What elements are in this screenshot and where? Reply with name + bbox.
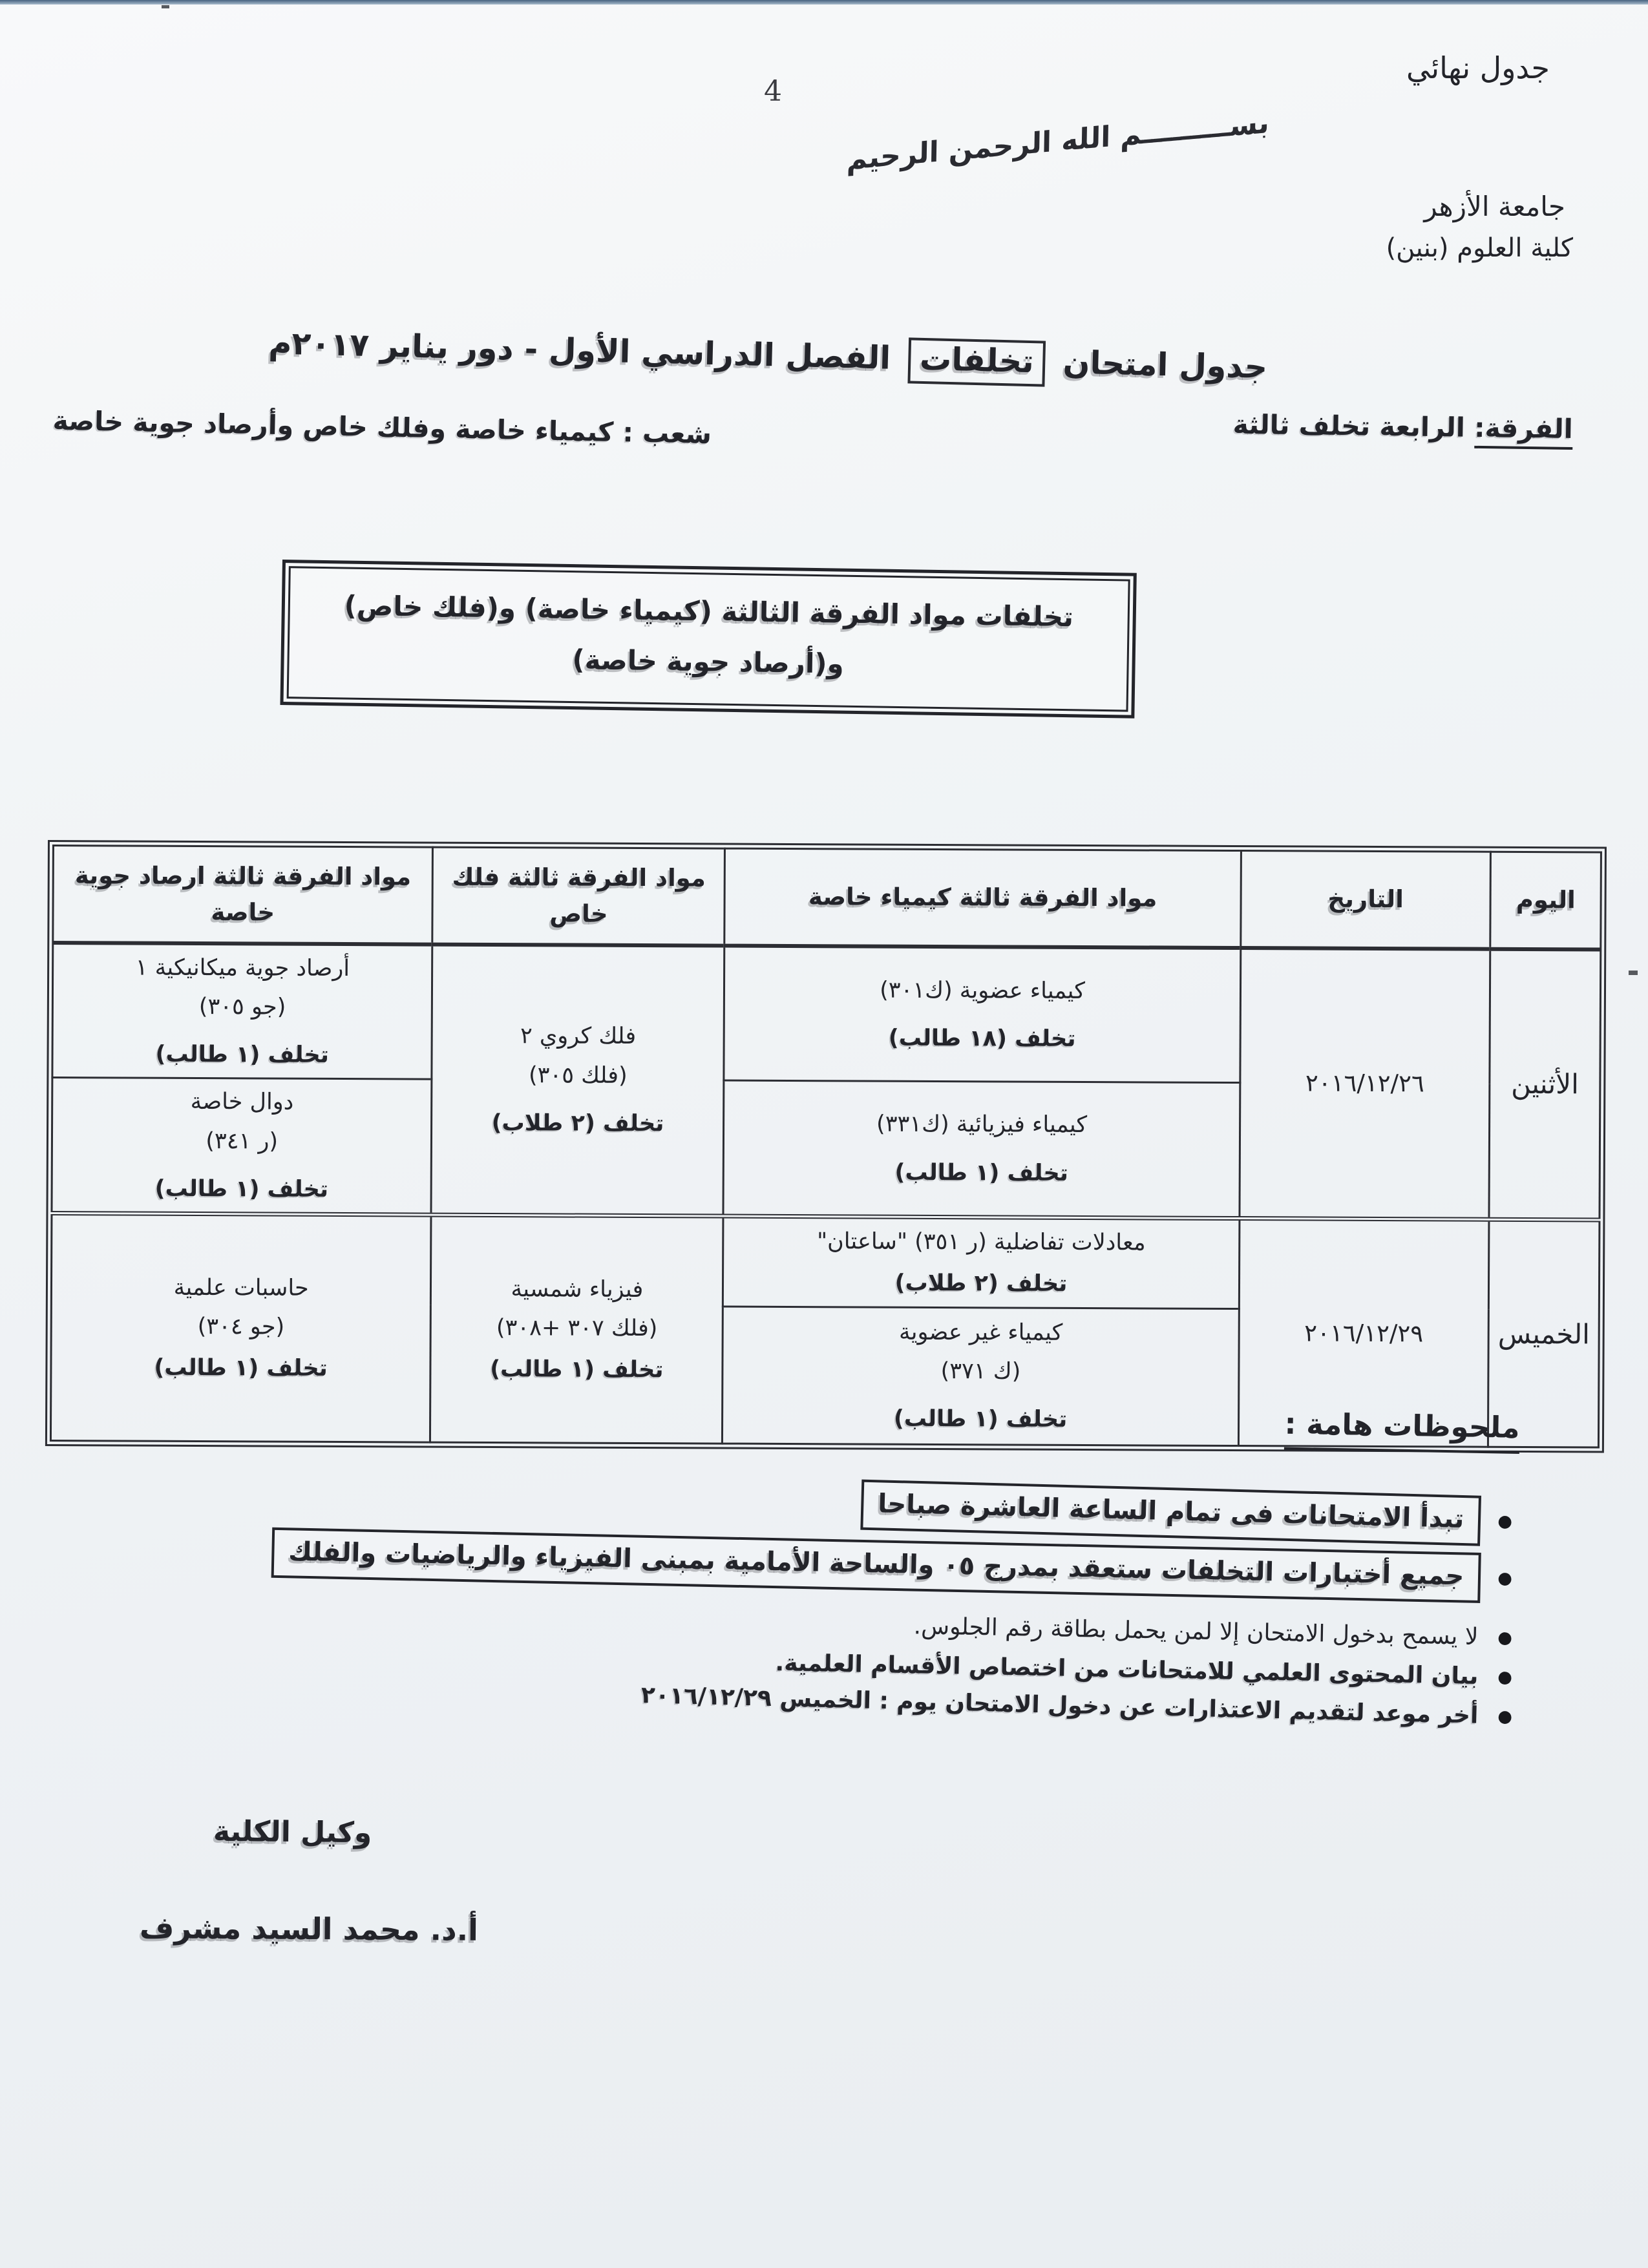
course-cell (50, 1213, 431, 1442)
subtitle-box-text: تخلفات مواد الفرقة الثالثة (كيمياء خاصة) و(فلك خاص) و(أرصاد جوية خاصة) (287, 566, 1130, 712)
retake-count: تخلف (١ طالب) (490, 1356, 664, 1383)
course-code: (ك ٣٧١) (940, 1358, 1021, 1385)
university-name: جامعة الأزهر (1424, 191, 1565, 222)
title-pre: جدول امتحان (1062, 344, 1268, 386)
course-name: دوال خاصة (190, 1089, 294, 1115)
bullet-icon: ● (1497, 1706, 1513, 1727)
retake-count: تخلف (١ طالب) (894, 1159, 1069, 1186)
bismillah-calligraphy: بســـــــــم الله الرحمن الرحيم (846, 106, 1270, 177)
notes-list (39, 1489, 1513, 1734)
col-header-meteorology: مواد الفرقة ثالثة ارصاد جوية خاصة (53, 846, 433, 945)
retake-count: تخلف (١٨ طالب) (888, 1025, 1076, 1052)
retake-count: تخلف (٢ طلاب) (491, 1109, 664, 1137)
course-name: كيمياء فيزيائية (ك٣٣١) (876, 1111, 1088, 1139)
col-header-chemistry: مواد الفرقة ثالثة كيمياء خاصة (724, 848, 1241, 947)
col-header-date: التاريخ (1240, 851, 1490, 949)
course-code: (جو ٣٠٤) (197, 1314, 285, 1340)
note-text-boxed: جميع أختبارات التخلفات ستعقد بمدرج ٠٥ والساحة الأمامية بمبنى الفيزياء والرياضيات والفلك (271, 1528, 1481, 1603)
notes-heading: ملحوظات هامة : (1284, 1407, 1520, 1454)
exam-schedule-title (268, 322, 1268, 392)
exam-table-frame (45, 840, 1607, 1453)
subtitle-box (280, 560, 1136, 719)
scan-speck (1629, 971, 1638, 975)
retake-count: تخلف (١ طالب) (155, 1041, 330, 1068)
course-name: كيمياء عضوية (ك٣٠١) (880, 977, 1085, 1004)
exam-table (50, 845, 1602, 1448)
col-header-astronomy: مواد الفرقة ثالثة فلك خاص (432, 847, 725, 945)
day-cell: الخميس (1488, 1219, 1600, 1447)
scan-edge-artifact (0, 0, 1648, 5)
course-cell (724, 945, 1240, 1083)
course-code: (فلك ٣٠٧ +٣٠٨) (496, 1315, 658, 1342)
col-header-day: اليوم (1490, 852, 1601, 949)
course-name: فلك كروي ٢ (520, 1023, 637, 1050)
faculty-name: كلية العلوم (بنين) (1386, 233, 1573, 263)
table-row (51, 1213, 1600, 1310)
day-cell: الأثنين (1489, 949, 1601, 1220)
signature-name: أ.د. محمد السيد مشرف (139, 1910, 479, 1948)
signature-role: وكيل الكلية (213, 1814, 372, 1850)
course-code: (فلك ٣٠٥) (528, 1062, 628, 1089)
date-cell: ٢٠١٦/١٢/٢٩ (1238, 1219, 1489, 1447)
course-cell (52, 1078, 432, 1215)
note-text-boxed: تبدأ الامتحانات فى تمام الساعة العاشرة صباحا (860, 1480, 1481, 1546)
scan-speck (162, 5, 169, 8)
course-cell (723, 1307, 1239, 1445)
course-cell (723, 1080, 1240, 1218)
course-name: حاسبات علمية (173, 1274, 309, 1301)
grade-label: الفرقة: (1474, 412, 1573, 450)
note-text: أخر موعد لتقديم الاعتذارات عن دخول الامتحان يوم : الخميس ٢٠١٦/١٢/٢٩ (640, 1682, 1479, 1729)
bullet-icon: ● (1497, 1667, 1513, 1687)
course-cell (723, 1216, 1240, 1308)
retake-count: تخلف (١ طالب) (154, 1175, 329, 1202)
course-name: كيمياء غير عضوية (898, 1319, 1063, 1346)
note-text: بيان المحتوى العلمي للامتحانات من اختصاص الأقسام العلمية. (775, 1650, 1479, 1690)
grade-value: الرابعة تخلف ثالثة (1232, 408, 1466, 443)
sections-line: شعب : كيمياء خاصة وفلك خاص وأرصاد جوية خاصة (52, 404, 712, 450)
note-text: لا يسمح بدخول الامتحان إلا لمن يحمل بطاقة رقم الجلوس. (913, 1613, 1479, 1650)
bullet-icon: ● (1497, 1568, 1513, 1588)
retake-count: تخلف (٢ طلاب) (894, 1270, 1068, 1297)
course-name: معادلات تفاضلية (ر ٣٥١) "ساعتان" (816, 1228, 1146, 1256)
retake-count: تخلف (١ طالب) (893, 1405, 1068, 1433)
date-cell: ٢٠١٦/١٢/٢٦ (1240, 948, 1490, 1220)
course-cell (430, 1215, 723, 1443)
retake-count: تخلف (١ طالب) (154, 1355, 328, 1382)
bullet-icon: ● (1497, 1628, 1513, 1648)
grade-line (1232, 409, 1573, 445)
final-schedule-label: جدول نهائي (1406, 50, 1550, 85)
course-cell (52, 943, 432, 1080)
title-boxed-word: تخلفات (907, 337, 1046, 386)
course-code: (جو ٣٠٥) (198, 993, 286, 1020)
course-cell (431, 944, 724, 1216)
course-code: (ر ٣٤١) (206, 1128, 279, 1155)
course-name: أرصاد جوية ميكانيكية ١ (135, 954, 350, 982)
course-name: فيزياء شمسية (511, 1276, 644, 1303)
header-row (53, 846, 1601, 949)
bullet-icon: ● (1497, 1511, 1513, 1531)
page-number: 4 (764, 75, 782, 108)
table-row (52, 943, 1601, 1085)
title-post: الفصل الدراسي الأول - دور يناير ٢٠١٧م (268, 324, 891, 377)
